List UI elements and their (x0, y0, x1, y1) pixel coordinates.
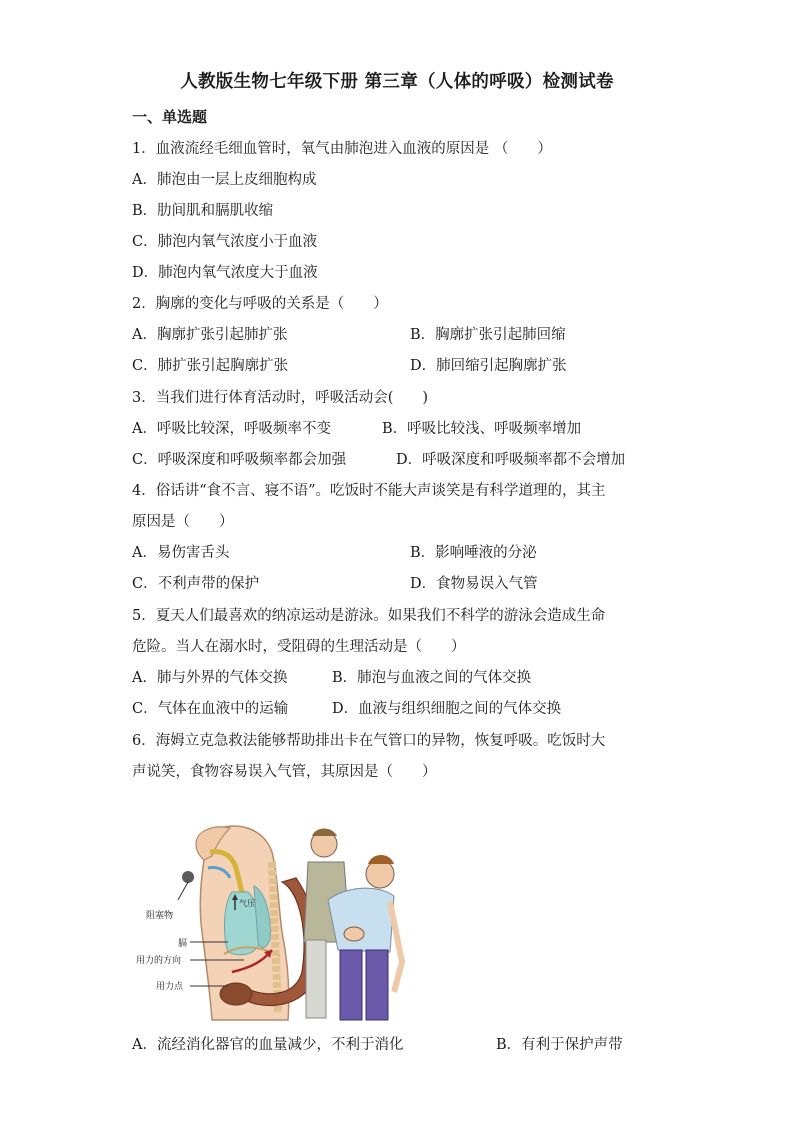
question-4-option-d[interactable]: D．食物易误入气管 (410, 576, 538, 592)
page-title: 人教版生物七年级下册 第三章（人体的呼吸）检测试卷 (180, 72, 614, 92)
question-1-stem: 1．血液流经毛细血管时，氧气由肺泡进入血液的原因是 （ ） (132, 141, 552, 157)
label-diaphragm: 膈 (178, 938, 188, 948)
heimlich-illustration (132, 822, 422, 1022)
cross-section-diagram (136, 826, 317, 1020)
question-3-option-b[interactable]: B．呼吸比较浅、呼吸频率增加 (382, 421, 582, 437)
heimlich-figure (132, 822, 422, 1022)
question-3-option-a[interactable]: A．呼吸比较深，呼吸频率不变 (132, 421, 331, 437)
question-5-option-d[interactable]: D．血液与组织细胞之间的气体交换 (332, 701, 562, 717)
question-5-option-b[interactable]: B．肺泡与血液之间的气体交换 (332, 670, 532, 686)
question-6-option-a[interactable]: A．流经消化器官的血量减少，不利于消化 (132, 1037, 404, 1053)
question-6-option-b[interactable]: B．有利于保护声带 (496, 1037, 623, 1053)
label-obstruction: 阻塞物 (146, 910, 174, 920)
question-5-option-c[interactable]: C．气体在血液中的运输 (132, 701, 289, 717)
label-force-point: 用力点 (156, 981, 184, 991)
question-2-option-d[interactable]: D．肺回缩引起胸廓扩张 (410, 358, 567, 374)
question-3-option-c[interactable]: C．呼吸深度和呼吸频率都会加强 (132, 452, 347, 468)
question-2-option-b[interactable]: B．胸廓扩张引起肺回缩 (410, 327, 566, 343)
question-6-stem-line-2: 声说笑，食物容易误入气管，其原因是（ ） (132, 764, 437, 780)
question-1-option-c[interactable]: C．肺泡内氧气浓度小于血液 (132, 234, 318, 250)
question-4-option-c[interactable]: C．不利声带的保护 (132, 576, 260, 592)
question-5-stem-line-1: 5．夏天人们最喜欢的纳凉运动是游泳。如果我们不科学的游泳会造成生命 (132, 608, 606, 624)
question-5-stem-line-2: 危险。当人在溺水时，受阻碍的生理活动是（ ） (132, 639, 466, 655)
question-3-option-d[interactable]: D．呼吸深度和呼吸频率都不会增加 (396, 452, 626, 468)
question-4-stem-line-2: 原因是（ ） (132, 514, 234, 530)
question-6-stem-line-1: 6．海姆立克急救法能够帮助排出卡在气管口的异物，恢复呼吸。吃饭时大 (132, 733, 606, 749)
label-pressure: 气压 (239, 899, 255, 908)
rescuer-and-victim-drawing (304, 829, 402, 1021)
question-5-option-a[interactable]: A．肺与外界的气体交换 (132, 670, 288, 686)
question-2-option-c[interactable]: C．肺扩张引起胸廓扩张 (132, 358, 289, 374)
question-4-stem-line-1: 4．俗话讲“食不言、寝不语”。吃饭时不能大声谈笑是有科学道理的，其主 (132, 483, 606, 499)
section-heading: 一、单选题 (132, 108, 208, 126)
question-1-option-a[interactable]: A．肺泡由一层上皮细胞构成 (132, 172, 317, 188)
question-4-option-b[interactable]: B．影响唾液的分泌 (410, 545, 537, 561)
label-force-direction: 用力的方向 (136, 955, 182, 965)
question-3-stem: 3．当我们进行体育活动时，呼吸活动会( ) (132, 390, 429, 406)
question-2-stem: 2．胸廓的变化与呼吸的关系是（ ） (132, 296, 388, 312)
question-4-option-a[interactable]: A．易伤害舌头 (132, 545, 230, 561)
question-1-option-b[interactable]: B．肋间肌和膈肌收缩 (132, 203, 274, 219)
question-2-option-a[interactable]: A．胸廓扩张引起肺扩张 (132, 327, 288, 343)
question-1-option-d[interactable]: D．肺泡内氧气浓度大于血液 (132, 265, 318, 281)
